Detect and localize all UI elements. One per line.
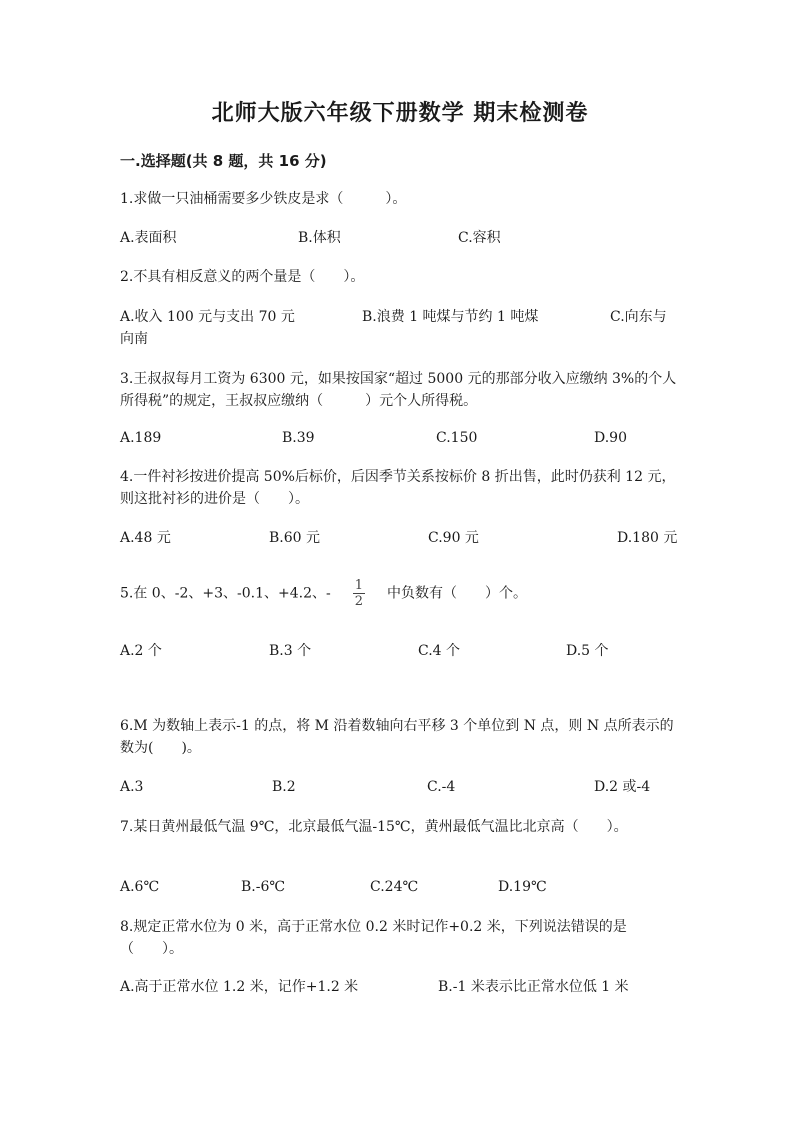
- question-1: 1.求做一只油桶需要多少铁皮是求（ ）。: [120, 191, 407, 207]
- option-c[interactable]: C.4 个: [418, 643, 461, 659]
- option-b[interactable]: B.-1 米表示比正常水位低 1 米: [438, 979, 629, 995]
- question-5-options: [120, 640, 685, 662]
- question-7-options: [120, 876, 685, 898]
- option-b[interactable]: B.3 个: [269, 643, 312, 659]
- option-d[interactable]: D.90: [594, 430, 627, 446]
- question-3-options: [120, 427, 685, 449]
- option-b[interactable]: B.浪费 1 吨煤与节约 1 吨煤: [362, 309, 539, 325]
- option-b[interactable]: B.体积: [298, 230, 341, 246]
- option-c[interactable]: C.150: [436, 430, 478, 446]
- question-4: 4.一件衬衫按进价提高 50%后标价，后因季节关系按标价 8 折出售，此时仍获利 12 元，则这批衬衫的进价是（ ）。: [120, 469, 676, 507]
- question-8-options: [120, 976, 685, 998]
- option-c[interactable]: C.向东与: [610, 309, 667, 325]
- option-a[interactable]: A.表面积: [120, 230, 177, 246]
- option-b[interactable]: B.60 元: [269, 530, 321, 546]
- option-a[interactable]: A.高于正常水位 1.2 米，记作+1.2 米: [120, 979, 359, 995]
- section-heading: 一.选择题(共 8 题，共 16 分): [120, 152, 327, 170]
- option-a[interactable]: A.3: [120, 779, 144, 795]
- page-title: 北师大版六年级下册数学 期末检测卷: [211, 101, 589, 126]
- question-1-options: [120, 227, 685, 249]
- option-d[interactable]: D.5 个: [566, 643, 609, 659]
- option-a[interactable]: A.189: [120, 430, 162, 446]
- question-5-text-after: 中负数有（ ）个。: [387, 585, 527, 602]
- question-5-text-before: 5.在 0、-2、+3、-0.1、+4.2、-: [120, 585, 331, 602]
- option-a[interactable]: A.收入 100 元与支出 70 元: [120, 309, 295, 325]
- question-8: 8.规定正常水位为 0 米，高于正常水位 0.2 米时记作+0.2 米，下列说法错误的是（ ）。: [120, 919, 627, 957]
- option-b[interactable]: B.-6℃: [241, 879, 286, 895]
- question-2-options: [120, 306, 685, 328]
- option-d[interactable]: D.180 元: [617, 530, 678, 546]
- option-b[interactable]: B.2: [272, 779, 296, 795]
- option-a[interactable]: A.6℃: [120, 879, 160, 895]
- option-d[interactable]: D.19℃: [498, 879, 547, 895]
- option-d[interactable]: D.2 或-4: [594, 779, 651, 795]
- option-a[interactable]: A.2 个: [120, 643, 162, 659]
- question-6-options: [120, 776, 685, 798]
- question-5: [120, 578, 685, 609]
- option-c-wrap: 向南: [120, 331, 148, 347]
- question-7: 7.某日黄州最低气温 9℃，北京最低气温-15℃，黄州最低气温比北京高（ ）。: [120, 819, 628, 835]
- option-c[interactable]: C.容积: [458, 230, 501, 246]
- fraction-one-half: $\frac{1}{2}$: [354, 578, 363, 609]
- question-3: 3.王叔叔每月工资为 6300 元，如果按国家“超过 5000 元的那部分收入应缴纳 3%的个人所得税”的规定，王叔叔应缴纳（ ）元个人所得税。: [120, 371, 677, 409]
- option-c[interactable]: C.90 元: [428, 530, 479, 546]
- option-c[interactable]: C.-4: [427, 779, 456, 795]
- question-2: 2.不具有相反意义的两个量是（ ）。: [120, 269, 365, 285]
- question-6: 6.M 为数轴上表示-1 的点，将 M 沿着数轴向右平移 3 个单位到 N 点，则 N 点所表示的数为( )。: [120, 718, 674, 756]
- question-4-options: [120, 527, 685, 549]
- option-b[interactable]: B.39: [282, 430, 315, 446]
- option-a[interactable]: A.48 元: [120, 530, 171, 546]
- option-c[interactable]: C.24℃: [370, 879, 419, 895]
